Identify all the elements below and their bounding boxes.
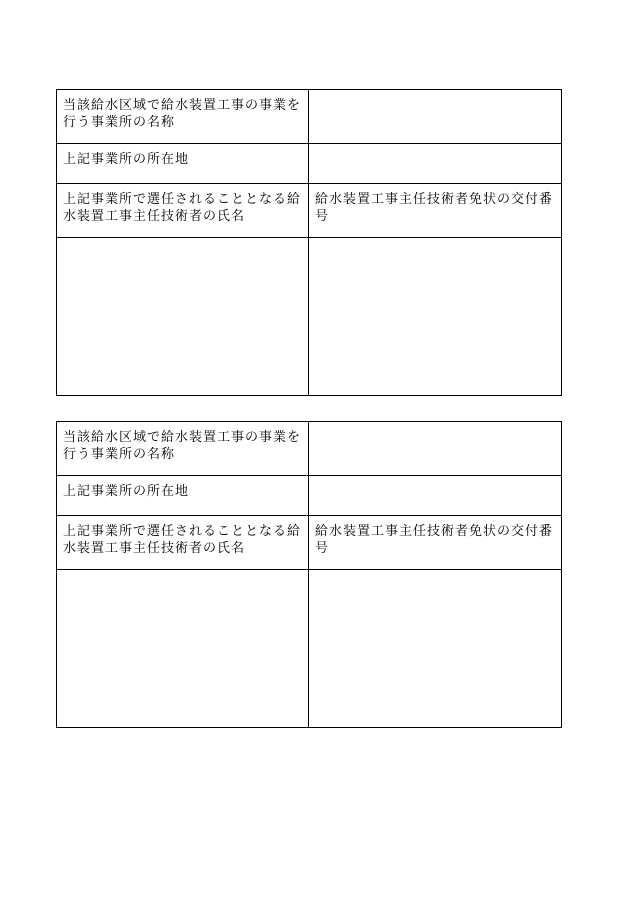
office-name-field[interactable] <box>309 90 562 144</box>
office-form-table-2 <box>56 421 562 728</box>
office-address-label: 上記事業所の所在地 <box>57 476 309 516</box>
office-address-row <box>57 476 562 516</box>
engineer-name-field[interactable] <box>57 570 309 728</box>
office-address-label: 上記事業所の所在地 <box>57 144 309 184</box>
engineer-entry-row <box>57 570 562 728</box>
office-name-row <box>57 422 562 476</box>
engineer-entry-row <box>57 238 562 396</box>
office-name-field[interactable] <box>309 422 562 476</box>
engineer-name-field[interactable] <box>57 238 309 396</box>
office-name-label: 当該給水区域で給水装置工事の事業を行う事業所の名称 <box>57 90 309 144</box>
engineer-name-header: 上記事業所で選任されることとなる給水装置工事主任技術者の氏名 <box>57 516 309 570</box>
engineer-name-header: 上記事業所で選任されることとなる給水装置工事主任技術者の氏名 <box>57 184 309 238</box>
engineer-header-row <box>57 184 562 238</box>
office-address-field[interactable] <box>309 476 562 516</box>
office-name-label: 当該給水区域で給水装置工事の事業を行う事業所の名称 <box>57 422 309 476</box>
license-number-header: 給水装置工事主任技術者免状の交付番号 <box>309 184 562 238</box>
license-number-field[interactable] <box>309 238 562 396</box>
license-number-header: 給水装置工事主任技術者免状の交付番号 <box>309 516 562 570</box>
office-form-table-1 <box>56 89 562 396</box>
office-address-field[interactable] <box>309 144 562 184</box>
engineer-header-row <box>57 516 562 570</box>
office-name-row <box>57 90 562 144</box>
license-number-field[interactable] <box>309 570 562 728</box>
office-address-row <box>57 144 562 184</box>
